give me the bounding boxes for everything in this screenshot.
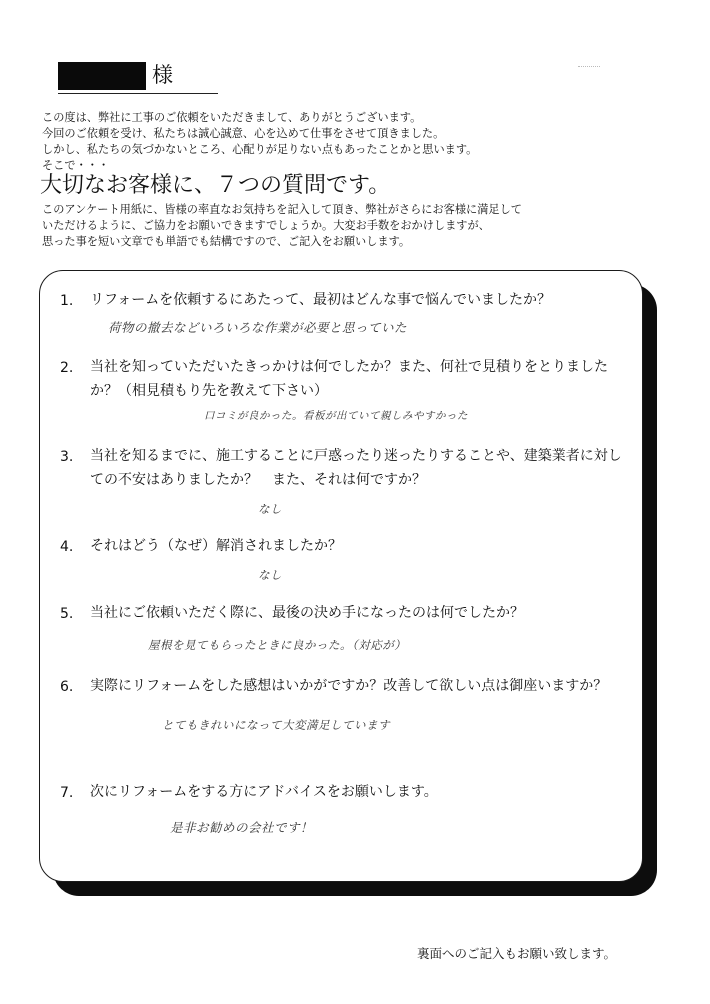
request-line: いただけるように、ご協力をお願いできますでしょうか。大変お手数をおかけしますが、: [42, 219, 490, 232]
request-line: 思った事を短い文章でも単語でも結構ですので、ご記入をお願いします。: [42, 235, 411, 248]
intro-line: 今回のご依頼を受け、私たちは誠心誠意、心を込めて仕事をさせて頂きました。: [42, 127, 445, 140]
question-number: 3.: [60, 449, 74, 465]
question-number: 1.: [60, 293, 74, 309]
intro-line: しかし、私たちの気づかないところ、心配りが足りない点もあったことかと思います。: [42, 143, 478, 156]
handwritten-answer[interactable]: なし: [258, 502, 282, 516]
question-text: 実際にリフォームをした感想はいかがですか？改善して欲しい点は御座いますか？: [90, 678, 608, 694]
intro-line: そこで・・・: [42, 159, 110, 172]
question-text: 次にリフォームをする方にアドバイスをお願いします。: [90, 784, 438, 800]
question-text: 当社を知っていただいたきっかけは何でしたか？また、何社で見積りをとりましたか？（相見積もり先を教えて下さい）: [90, 359, 608, 399]
handwritten-answer[interactable]: とてもきれいになって大変満足しています: [162, 718, 390, 732]
question-number: 5.: [60, 606, 74, 622]
questionnaire-box: [39, 270, 643, 882]
question-number: 4.: [60, 539, 74, 555]
intro-text: [42, 110, 662, 174]
question-text: リフォームを依頼するにあたって、最初はどんな事で悩んでいましたか？: [90, 292, 552, 308]
handwritten-answer[interactable]: 屋根を見てもらったときに良かった。（対応が）: [148, 638, 407, 652]
redacted-name-block: [58, 62, 146, 90]
question-text: 当社にご依頼いただく際に、最後の決め手になったのは何でしたか？: [90, 605, 524, 621]
recipient-name: [58, 60, 218, 94]
handwritten-answer[interactable]: なし: [258, 568, 282, 582]
question-text: 当社を知るまでに、施工することに戸惑ったり迷ったりすることや、建築業者に対しての不安はありましたか？ また、それは何ですか？: [90, 448, 622, 488]
handwritten-answer[interactable]: 是非お勧めの会社です！: [170, 820, 314, 835]
question-number: 6.: [60, 679, 74, 695]
request-text: [42, 202, 662, 250]
question-number: 2.: [60, 360, 74, 376]
headline: 大切なお客様に、７つの質問です。: [40, 173, 391, 198]
honorific-suffix: 様: [152, 63, 173, 87]
intro-line: この度は、弊社に工事のご依頼をいただきまして、ありがとうございます。: [42, 111, 422, 124]
question-number: 7.: [60, 785, 74, 801]
request-line: このアンケート用紙に、皆様の率直なお気持ちを記入して頂き、弊社がさらにお客様に満足して: [42, 203, 522, 216]
question-text: それはどう（なぜ）解消されましたか？: [90, 538, 342, 554]
name-underline: [58, 93, 218, 94]
back-side-note: 裏面へのご記入もお願い致します。: [417, 946, 617, 961]
handwritten-answer[interactable]: 荷物の撤去などいろいろな作業が必要と思っていた: [108, 320, 408, 335]
scan-speck: [578, 66, 600, 73]
handwritten-answer[interactable]: 口コミが良かった。看板が出ていて親しみやすかった: [204, 410, 468, 422]
